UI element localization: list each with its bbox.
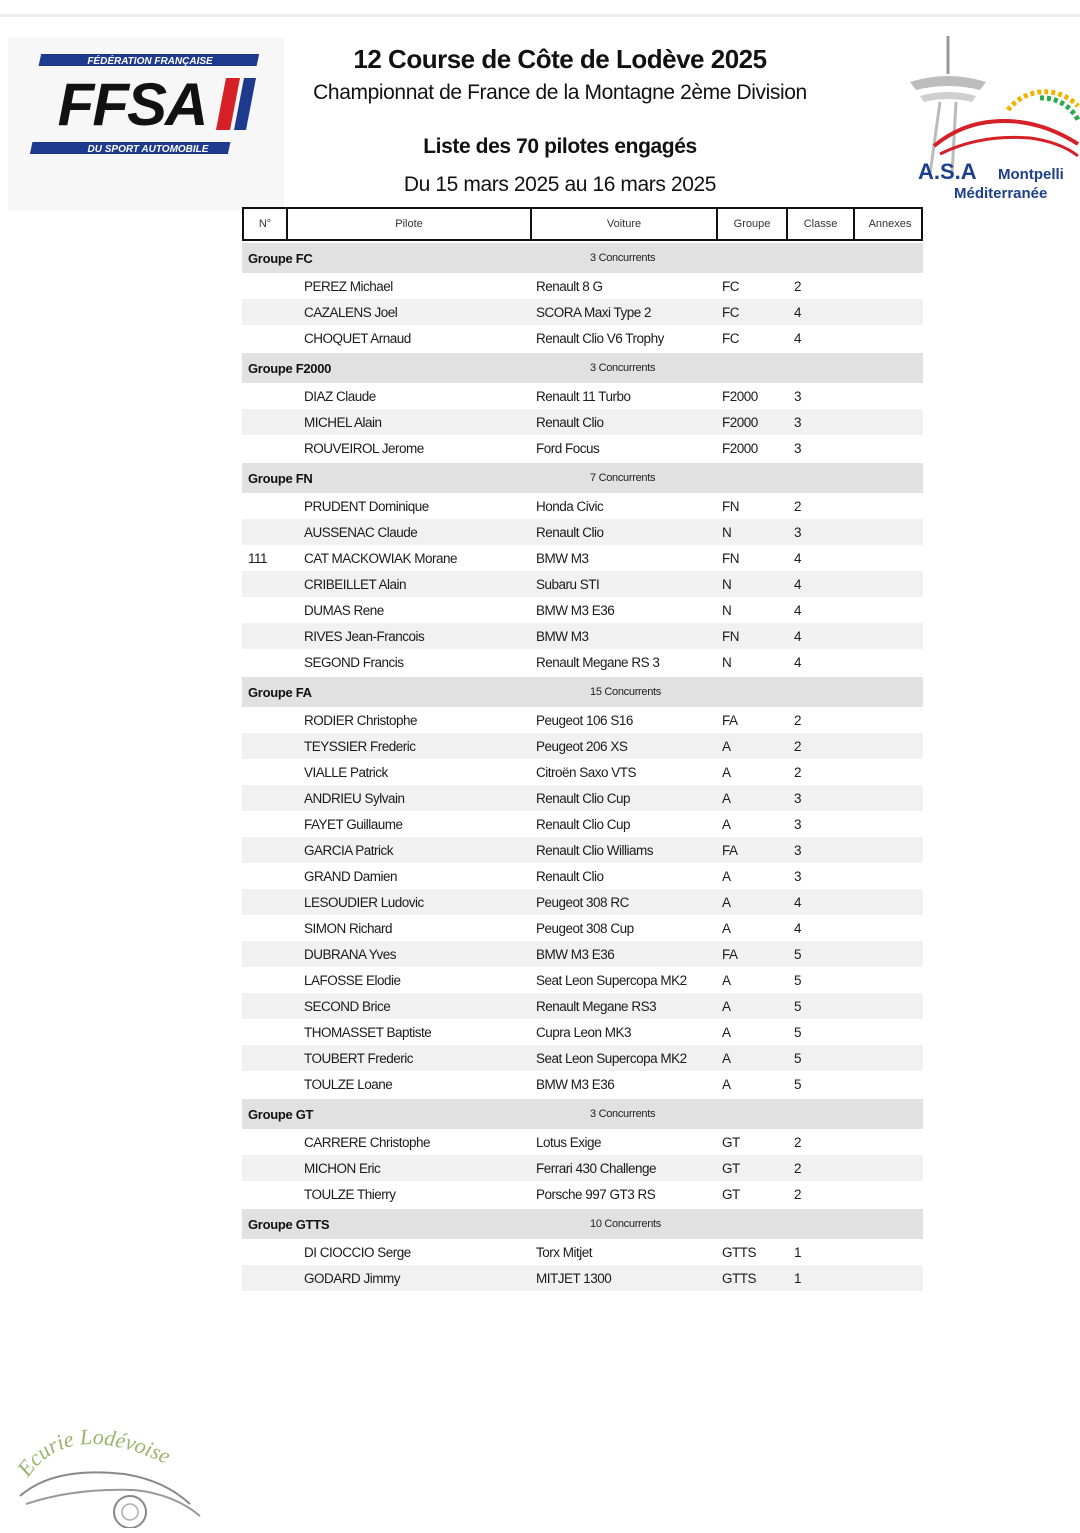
groupe-cell: A: [722, 972, 731, 988]
group-name: Groupe FA: [248, 684, 312, 700]
voiture-cell: Seat Leon Supercopa MK2: [536, 1050, 687, 1066]
groupe-cell: N: [722, 654, 732, 670]
pilote-cell: VIALLE Patrick: [304, 764, 388, 780]
group-name: Groupe FC: [248, 250, 313, 266]
pilote-cell: SEGOND Francis: [304, 654, 404, 670]
voiture-cell: Renault Clio Cup: [536, 816, 631, 832]
group-name: Groupe GT: [248, 1106, 314, 1122]
voiture-cell: Renault 11 Turbo: [536, 388, 631, 404]
classe-cell: 4: [794, 920, 802, 936]
groupe-cell: FN: [722, 628, 739, 644]
table-row: [242, 837, 923, 863]
table-row: [242, 1265, 923, 1291]
pilote-cell: GRAND Damien: [304, 868, 398, 884]
group-row: [242, 353, 923, 383]
group-count: 7 Concurrents: [590, 472, 656, 484]
group-count: 10 Concurrents: [590, 1218, 662, 1230]
classe-cell: 4: [794, 894, 802, 910]
groupe-cell: FA: [722, 712, 738, 728]
classe-cell: 2: [794, 498, 802, 514]
event-subtitle: Championnat de France de la Montagne 2ème Division: [313, 81, 807, 104]
classe-cell: 2: [794, 764, 802, 780]
voiture-cell: Renault Megane RS 3: [536, 654, 660, 670]
ecurie-text: Ecurie Lodévoise: [14, 1423, 175, 1481]
groupe-cell: A: [722, 816, 731, 832]
pilote-cell: LAFOSSE Elodie: [304, 972, 401, 988]
groupe-cell: GTTS: [722, 1270, 756, 1286]
asa-line1: A.S.A: [918, 159, 977, 184]
col-voiture-header: Voiture: [532, 209, 718, 239]
classe-cell: 4: [794, 330, 802, 346]
classe-cell: 1: [794, 1270, 802, 1286]
table-row: [242, 435, 923, 461]
classe-cell: 3: [794, 440, 802, 456]
table-row: [242, 493, 923, 519]
table-row: [242, 1045, 923, 1071]
voiture-cell: Peugeot 308 RC: [536, 894, 629, 910]
classe-cell: 3: [794, 790, 802, 806]
table-row: [242, 623, 923, 649]
pilote-cell: PEREZ Michael: [304, 278, 393, 294]
voiture-cell: BMW M3: [536, 550, 589, 566]
voiture-cell: BMW M3 E36: [536, 602, 615, 618]
col-num-header: N°: [244, 209, 288, 239]
pilote-cell: CHOQUET Arnaud: [304, 330, 411, 346]
voiture-cell: Ford Focus: [536, 440, 600, 456]
groupe-cell: N: [722, 602, 732, 618]
groupe-cell: FA: [722, 842, 738, 858]
col-classe-header: Classe: [788, 209, 855, 239]
table-row: [242, 299, 923, 325]
pilote-cell: CAZALENS Joel: [304, 304, 398, 320]
table-row: [242, 649, 923, 675]
classe-cell: 5: [794, 1024, 802, 1040]
table-row: [242, 1019, 923, 1045]
pilote-cell: TOUBERT Frederic: [304, 1050, 414, 1066]
classe-cell: 5: [794, 946, 802, 962]
group-row: [242, 677, 923, 707]
voiture-cell: Renault Clio: [536, 868, 604, 884]
pilote-cell: PRUDENT Dominique: [304, 498, 429, 514]
groupe-cell: N: [722, 576, 732, 592]
classe-cell: 3: [794, 414, 802, 430]
group-name: Groupe GTTS: [248, 1216, 330, 1232]
col-pilote-header: Pilote: [288, 209, 532, 239]
event-dates: Du 15 mars 2025 au 16 mars 2025: [403, 173, 717, 196]
pilote-cell: CAT MACKOWIAK Morane: [304, 550, 458, 566]
groupe-cell: FN: [722, 550, 739, 566]
classe-cell: 3: [794, 524, 802, 540]
voiture-cell: Renault Megane RS3: [536, 998, 657, 1014]
voiture-cell: Renault Clio Cup: [536, 790, 631, 806]
groupe-cell: A: [722, 1076, 731, 1092]
table-row: [242, 733, 923, 759]
classe-cell: 2: [794, 738, 802, 754]
table-row: [242, 889, 923, 915]
classe-cell: 4: [794, 654, 802, 670]
voiture-cell: Renault Clio: [536, 524, 604, 540]
groupe-cell: A: [722, 998, 731, 1014]
groupe-cell: GT: [722, 1134, 740, 1150]
table-row: [242, 545, 923, 571]
classe-cell: 2: [794, 1160, 802, 1176]
group-count: 3 Concurrents: [590, 1108, 656, 1120]
voiture-cell: Honda Civic: [536, 498, 604, 514]
groupe-cell: A: [722, 1024, 731, 1040]
document-header: [290, 42, 830, 197]
col-annexes-header: Annexes: [868, 218, 912, 230]
pilote-cell: THOMASSET Baptiste: [304, 1024, 432, 1040]
pilote-cell: CARRERE Christophe: [304, 1134, 431, 1150]
group-row: [242, 1209, 923, 1239]
groupe-cell: F2000: [722, 414, 758, 430]
classe-cell: 5: [794, 1050, 802, 1066]
pilote-cell: DUMAS Rene: [304, 602, 384, 618]
pilote-cell: MICHEL Alain: [304, 414, 382, 430]
table-row: [242, 597, 923, 623]
event-title: 12 Course de Côte de Lodève 2025: [353, 44, 767, 74]
table-row: [242, 967, 923, 993]
voiture-cell: Renault Clio: [536, 414, 604, 430]
pilote-cell: TEYSSIER Frederic: [304, 738, 416, 754]
groupe-cell: A: [722, 920, 731, 936]
pilote-cell: FAYET Guillaume: [304, 816, 403, 832]
table-row: [242, 759, 923, 785]
groupe-cell: GT: [722, 1160, 740, 1176]
pilote-cell: SECOND Brice: [304, 998, 391, 1014]
num-cell: 111: [248, 550, 268, 566]
group-row: [242, 243, 923, 273]
ffsa-main-text: FFSA: [57, 71, 207, 138]
table-row: [242, 941, 923, 967]
groupe-cell: F2000: [722, 388, 758, 404]
pilote-cell: SIMON Richard: [304, 920, 393, 936]
group-row: [242, 1099, 923, 1129]
classe-cell: 5: [794, 972, 802, 988]
classe-cell: 4: [794, 550, 802, 566]
classe-cell: 2: [794, 1186, 802, 1202]
groupe-cell: A: [722, 868, 731, 884]
classe-cell: 4: [794, 602, 802, 618]
entries-title: Liste des 70 pilotes engagés: [423, 135, 697, 158]
classe-cell: 1: [794, 1244, 802, 1260]
classe-cell: 5: [794, 1076, 802, 1092]
classe-cell: 5: [794, 998, 802, 1014]
top-rule: [0, 14, 1080, 17]
table-row: [242, 993, 923, 1019]
table-row: [242, 1129, 923, 1155]
groupe-cell: N: [722, 524, 732, 540]
groupe-cell: FC: [722, 304, 739, 320]
ffsa-logo: [30, 50, 262, 167]
voiture-cell: Citroën Saxo VTS: [536, 764, 637, 780]
ffsa-top-text: FÉDÉRATION FRANÇAISE: [87, 56, 213, 67]
group-count: 3 Concurrents: [590, 362, 656, 374]
groupe-cell: FC: [722, 330, 739, 346]
voiture-cell: Renault Clio V6 Trophy: [536, 330, 664, 346]
table-row: [242, 915, 923, 941]
voiture-cell: MITJET 1300: [536, 1270, 612, 1286]
pilote-cell: LESOUDIER Ludovic: [304, 894, 424, 910]
voiture-cell: SCORA Maxi Type 2: [536, 304, 652, 320]
classe-cell: 4: [794, 576, 802, 592]
table-row: [242, 273, 923, 299]
pilote-cell: TOULZE Thierry: [304, 1186, 396, 1202]
classe-cell: 4: [794, 304, 802, 320]
group-name: Groupe F2000: [248, 360, 332, 376]
table-row: [242, 707, 923, 733]
voiture-cell: Subaru STI: [536, 576, 600, 592]
entry-list-table: [242, 207, 923, 1291]
asa-logo: [900, 34, 1080, 214]
table-row: [242, 1155, 923, 1181]
group-name: Groupe FN: [248, 470, 313, 486]
classe-cell: 3: [794, 868, 802, 884]
pilote-cell: ROUVEIROL Jerome: [304, 440, 424, 456]
group-count: 15 Concurrents: [590, 686, 662, 698]
table-row: [242, 409, 923, 435]
pilote-cell: RIVES Jean-Francois: [304, 628, 425, 644]
voiture-cell: Cupra Leon MK3: [536, 1024, 632, 1040]
voiture-cell: Peugeot 106 S16: [536, 712, 633, 728]
classe-cell: 3: [794, 842, 802, 858]
voiture-cell: Renault 8 G: [536, 278, 603, 294]
voiture-cell: Peugeot 206 XS: [536, 738, 628, 754]
ffsa-bottom-text: DU SPORT AUTOMOBILE: [87, 144, 209, 155]
pilote-cell: DI CIOCCIO Serge: [304, 1244, 411, 1260]
table-row: [242, 1181, 923, 1207]
table-row: [242, 571, 923, 597]
pilote-cell: ANDRIEU Sylvain: [304, 790, 405, 806]
table-row: [242, 785, 923, 811]
groupe-cell: GTTS: [722, 1244, 756, 1260]
classe-cell: 2: [794, 278, 802, 294]
ecurie-lodevoise-logo: [14, 1408, 214, 1528]
group-count: 3 Concurrents: [590, 252, 656, 264]
voiture-cell: Ferrari 430 Challenge: [536, 1160, 657, 1176]
voiture-cell: BMW M3: [536, 628, 589, 644]
table-row: [242, 1071, 923, 1097]
pilote-cell: MICHON Eric: [304, 1160, 381, 1176]
voiture-cell: BMW M3 E36: [536, 1076, 615, 1092]
table-row: [242, 519, 923, 545]
voiture-cell: Peugeot 308 Cup: [536, 920, 634, 936]
groupe-cell: F2000: [722, 440, 758, 456]
groupe-cell: A: [722, 764, 731, 780]
voiture-cell: Lotus Exige: [536, 1134, 602, 1150]
table-row: [242, 1239, 923, 1265]
table-row: [242, 863, 923, 889]
voiture-cell: Porsche 997 GT3 RS: [536, 1186, 656, 1202]
classe-cell: 3: [794, 816, 802, 832]
col-groupe-header: Groupe: [718, 209, 788, 239]
voiture-cell: Renault Clio Williams: [536, 842, 654, 858]
groupe-cell: A: [722, 790, 731, 806]
voiture-cell: Torx Mitjet: [536, 1244, 593, 1260]
pilote-cell: TOULZE Loane: [304, 1076, 393, 1092]
groupe-cell: A: [722, 738, 731, 754]
table-row: [242, 383, 923, 409]
pilote-cell: CRIBEILLET Alain: [304, 576, 407, 592]
groupe-cell: GT: [722, 1186, 740, 1202]
group-row: [242, 463, 923, 493]
classe-cell: 4: [794, 628, 802, 644]
pilote-cell: DIAZ Claude: [304, 388, 376, 404]
table-row: [242, 811, 923, 837]
table-row: [242, 325, 923, 351]
voiture-cell: BMW M3 E36: [536, 946, 615, 962]
asa-line2: Méditerranée: [954, 185, 1048, 202]
table-header: [242, 207, 923, 241]
groupe-cell: FN: [722, 498, 739, 514]
table-body: [242, 243, 923, 1291]
voiture-cell: Seat Leon Supercopa MK2: [536, 972, 687, 988]
groupe-cell: A: [722, 894, 731, 910]
classe-cell: 2: [794, 712, 802, 728]
asa-line1b: Montpelli: [998, 166, 1064, 183]
pilote-cell: GODARD Jimmy: [304, 1270, 400, 1286]
groupe-cell: A: [722, 1050, 731, 1066]
pilote-cell: DUBRANA Yves: [304, 946, 397, 962]
groupe-cell: FA: [722, 946, 738, 962]
pilote-cell: RODIER Christophe: [304, 712, 418, 728]
classe-cell: 2: [794, 1134, 802, 1150]
groupe-cell: FC: [722, 278, 739, 294]
classe-cell: 3: [794, 388, 802, 404]
pilote-cell: GARCIA Patrick: [304, 842, 394, 858]
pilote-cell: AUSSENAC Claude: [304, 524, 418, 540]
